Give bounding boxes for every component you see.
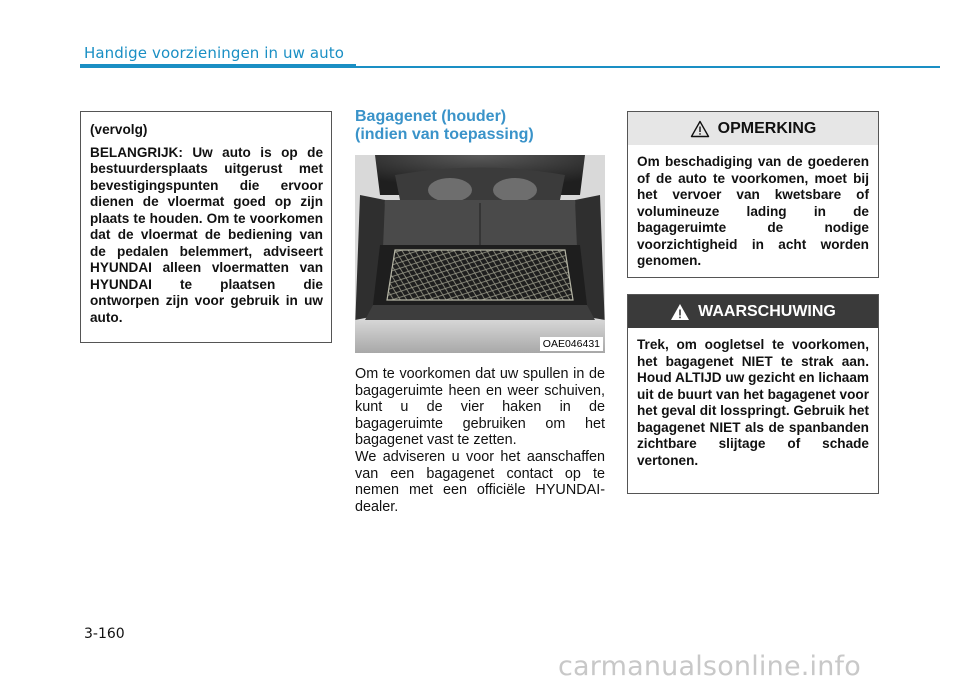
paragraph-2: We adviseren u voor het aanschaffen van een bagagenet contact op te nemen met een officiële HYUNDAI-dealer.: [355, 449, 605, 515]
warning-box: [627, 294, 879, 494]
note-header: [628, 112, 878, 145]
note-box: [627, 111, 879, 278]
note-text: Om beschadiging van de goederen of de auto te voorkomen, moet bij het vervoer van kwetsbare of volumineuze lading in de bagageruimte de nodige voorzichtigheid in acht worden genomen.: [637, 154, 869, 268]
image-code: OAE046431: [540, 337, 603, 351]
page-number: 3-160: [84, 626, 125, 642]
caution-triangle-icon: [690, 120, 710, 138]
continued-label: (vervolg): [90, 122, 148, 137]
warning-text: Trek, om oogletsel te voorkomen, het bagagenet NIET te strak aan. Houd ALTIJD uw gezicht en lichaam uit de buurt van het bagagenet voor het geval dit losspringt. Gebruik het bagagenet NIET als de spanbanden zichtbare slijtage of schade vertonen.: [637, 337, 869, 468]
cargo-area-illustration: [355, 155, 605, 353]
header-title: Handige voorzieningen in uw auto: [84, 44, 345, 62]
important-box: [80, 111, 332, 343]
cargo-net-photo: [355, 155, 605, 353]
header-rule-thick: [80, 64, 356, 68]
warning-heading: WAARSCHUWING: [698, 302, 836, 320]
important-text: BELANGRIJK: Uw auto is op de bestuurdersplaats uitgerust met bevestigingspunten die ervoor dienen de vloermat goed op zijn plaats te houden. Om te voorkomen dat de vloermat de bediening van de pedalen belemmert, adviseert HYUNDAI alleen vloermatten van HYUNDAI te plaatsen die ontworpen zijn voor gebruik in uw auto.: [90, 144, 323, 325]
note-heading: OPMERKING: [717, 119, 817, 137]
section-title-line2: (indien van toepassing): [355, 126, 534, 143]
warning-triangle-icon: [670, 303, 690, 321]
warning-header: [628, 295, 878, 328]
section-title: [355, 108, 615, 144]
watermark: carmanualsonline.info: [558, 651, 861, 682]
paragraph-1: Om te voorkomen dat uw spullen in de bagageruimte heen en weer schuiven, kunt u de vier haken in de bagageruimte gebruiken om het bagagenet vast te zetten.: [355, 366, 605, 449]
header-rule-thin: [356, 66, 940, 68]
section-title-line1: Bagagenet (houder): [355, 108, 507, 125]
